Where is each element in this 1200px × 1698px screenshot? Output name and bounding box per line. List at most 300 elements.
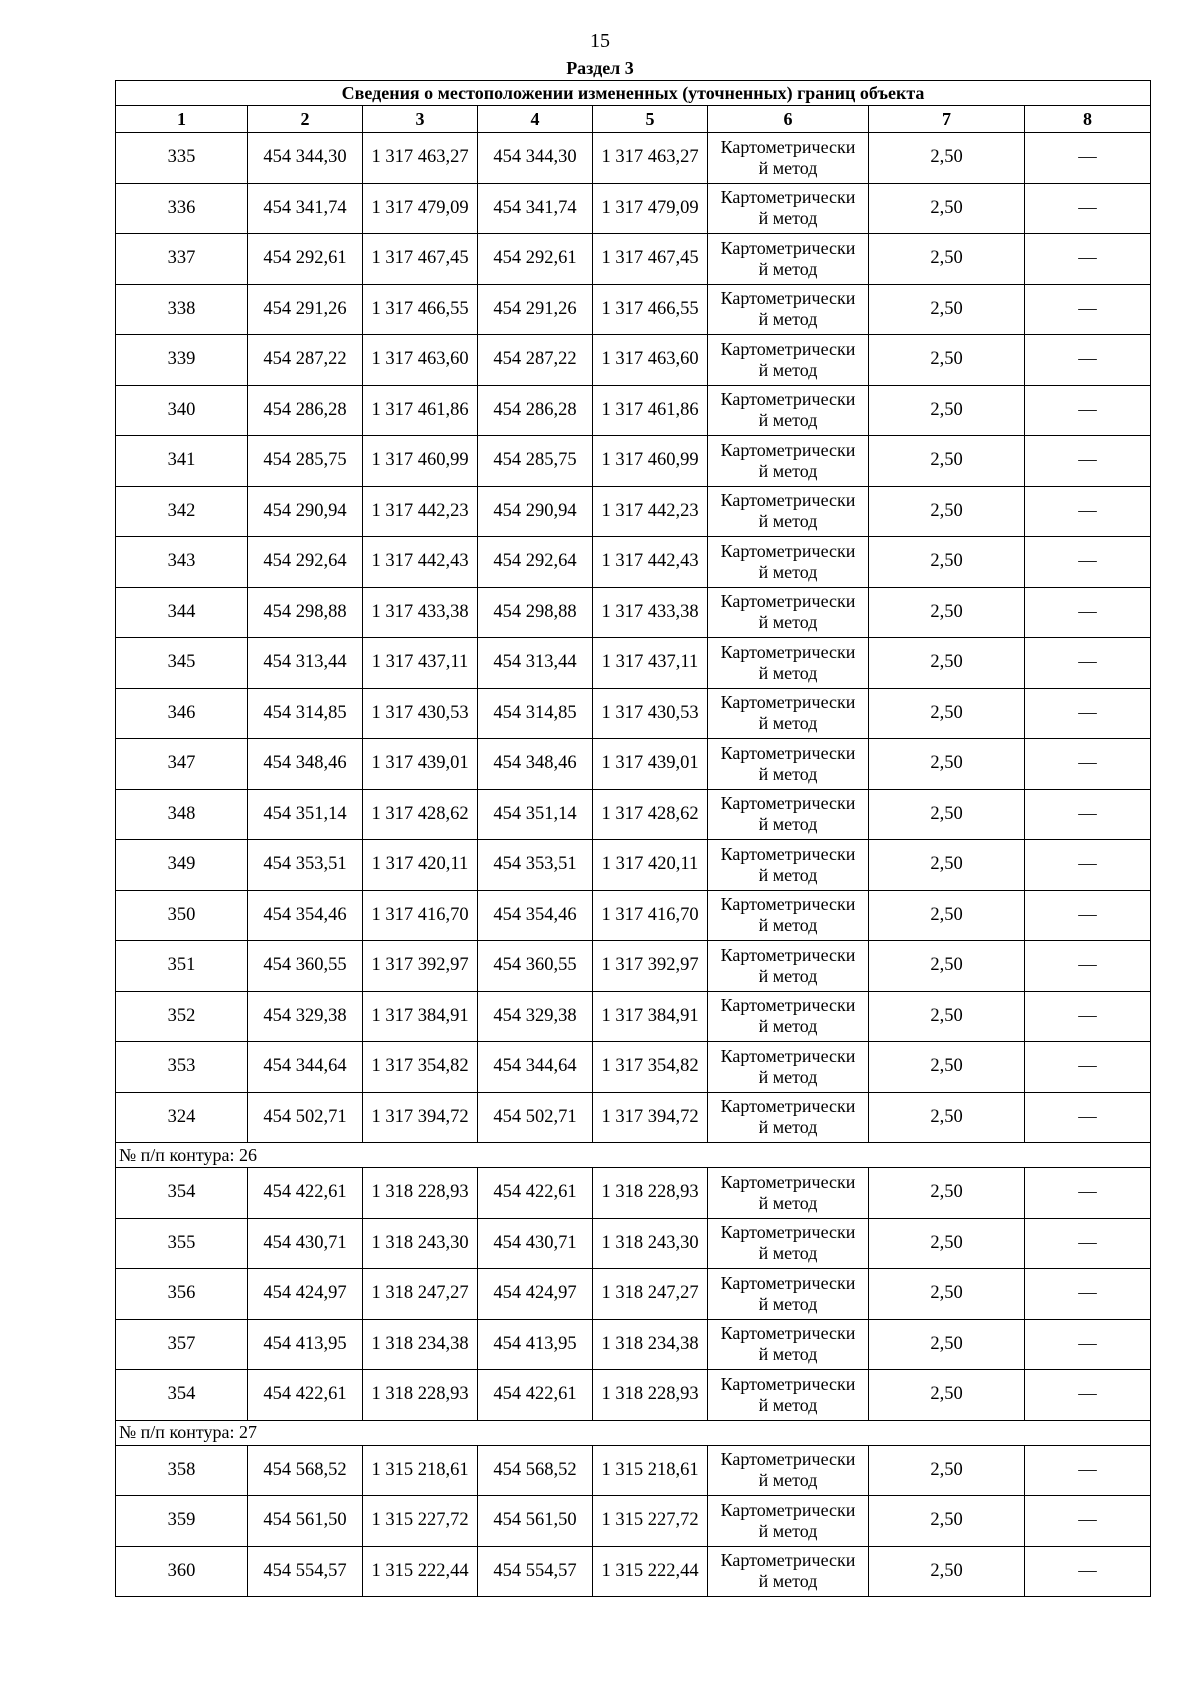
table-row — [116, 739, 1151, 790]
accuracy: 2,50 — [869, 335, 1025, 386]
point-number: 337 — [116, 234, 248, 285]
method-cell — [708, 436, 869, 487]
new-y: 1 315 218,61 — [593, 1445, 708, 1496]
method-cell — [708, 1269, 869, 1320]
new-y: 1 317 461,86 — [593, 385, 708, 436]
column-number-row — [116, 106, 1151, 133]
table-row — [116, 1269, 1151, 1320]
method-line: й метод — [758, 1117, 818, 1138]
point-number: 343 — [116, 537, 248, 588]
old-y: 1 317 433,38 — [363, 587, 478, 638]
old-y: 1 317 463,27 — [363, 133, 478, 184]
old-y: 1 317 428,62 — [363, 789, 478, 840]
accuracy: 2,50 — [869, 789, 1025, 840]
table-row — [116, 385, 1151, 436]
description-empty: — — [1025, 335, 1151, 386]
description-empty: — — [1025, 1092, 1151, 1143]
table-row — [116, 133, 1151, 184]
new-x: 454 313,44 — [478, 638, 593, 689]
point-number: 354 — [116, 1168, 248, 1219]
method-cell — [708, 486, 869, 537]
method-line: й метод — [758, 1520, 818, 1541]
accuracy: 2,50 — [869, 1168, 1025, 1219]
point-number: 351 — [116, 941, 248, 992]
table-row — [116, 1218, 1151, 1269]
old-x: 454 344,30 — [248, 133, 363, 184]
old-y: 1 317 439,01 — [363, 739, 478, 790]
table-row — [116, 587, 1151, 638]
column-number: 4 — [478, 106, 593, 133]
new-y: 1 317 442,23 — [593, 486, 708, 537]
point-number: 339 — [116, 335, 248, 386]
table-row — [116, 284, 1151, 335]
old-y: 1 317 416,70 — [363, 890, 478, 941]
method-line: й метод — [758, 1344, 818, 1365]
table-row — [116, 1546, 1151, 1597]
accuracy: 2,50 — [869, 1496, 1025, 1547]
new-x: 454 424,97 — [478, 1269, 593, 1320]
accuracy: 2,50 — [869, 537, 1025, 588]
method-cell — [708, 1042, 869, 1093]
method-line: й метод — [758, 1394, 818, 1415]
accuracy: 2,50 — [869, 587, 1025, 638]
table-row — [116, 991, 1151, 1042]
old-y: 1 317 467,45 — [363, 234, 478, 285]
method-line: й метод — [758, 460, 818, 481]
method-cell — [708, 587, 869, 638]
method-line: Картометрически — [720, 742, 856, 763]
accuracy: 2,50 — [869, 840, 1025, 891]
description-empty: — — [1025, 991, 1151, 1042]
old-y: 1 317 420,11 — [363, 840, 478, 891]
old-y: 1 315 222,44 — [363, 1546, 478, 1597]
method-cell — [708, 1496, 869, 1547]
old-y: 1 317 437,11 — [363, 638, 478, 689]
method-line: Картометрически — [720, 136, 856, 157]
accuracy: 2,50 — [869, 941, 1025, 992]
new-y: 1 317 437,11 — [593, 638, 708, 689]
method-line: Картометрически — [720, 894, 856, 915]
method-line: й метод — [758, 359, 818, 380]
old-x: 454 341,74 — [248, 183, 363, 234]
point-number: 347 — [116, 739, 248, 790]
old-y: 1 317 384,91 — [363, 991, 478, 1042]
method-cell — [708, 1319, 869, 1370]
new-y: 1 317 354,82 — [593, 1042, 708, 1093]
old-y: 1 317 461,86 — [363, 385, 478, 436]
method-cell — [708, 991, 869, 1042]
new-x: 454 298,88 — [478, 587, 593, 638]
method-cell — [708, 789, 869, 840]
accuracy: 2,50 — [869, 133, 1025, 184]
old-y: 1 317 442,43 — [363, 537, 478, 588]
method-line: Картометрически — [720, 237, 856, 258]
method-line: Картометрически — [720, 540, 856, 561]
description-empty: — — [1025, 486, 1151, 537]
description-empty: — — [1025, 133, 1151, 184]
old-y: 1 317 479,09 — [363, 183, 478, 234]
method-line: й метод — [758, 1243, 818, 1264]
method-line: й метод — [758, 713, 818, 734]
old-x: 454 314,85 — [248, 688, 363, 739]
point-number: 335 — [116, 133, 248, 184]
method-line: Картометрически — [720, 338, 856, 359]
method-line: Картометрически — [720, 1171, 856, 1192]
method-cell — [708, 335, 869, 386]
point-number: 358 — [116, 1445, 248, 1496]
old-x: 454 329,38 — [248, 991, 363, 1042]
column-number: 8 — [1025, 106, 1151, 133]
method-line: Картометрически — [720, 793, 856, 814]
description-empty: — — [1025, 688, 1151, 739]
old-y: 1 315 218,61 — [363, 1445, 478, 1496]
table-row — [116, 183, 1151, 234]
method-line: Картометрически — [720, 995, 856, 1016]
new-x: 454 554,57 — [478, 1546, 593, 1597]
new-y: 1 318 247,27 — [593, 1269, 708, 1320]
old-y: 1 318 234,38 — [363, 1319, 478, 1370]
new-y: 1 317 463,60 — [593, 335, 708, 386]
table-row — [116, 234, 1151, 285]
method-line: й метод — [758, 309, 818, 330]
column-number: 7 — [869, 106, 1025, 133]
method-line: й метод — [758, 1066, 818, 1087]
point-number: 359 — [116, 1496, 248, 1547]
method-line: й метод — [758, 258, 818, 279]
method-line: Картометрически — [720, 1449, 856, 1470]
method-cell — [708, 537, 869, 588]
method-line: й метод — [758, 965, 818, 986]
new-y: 1 317 394,72 — [593, 1092, 708, 1143]
new-x: 454 314,85 — [478, 688, 593, 739]
new-y: 1 318 228,93 — [593, 1370, 708, 1421]
accuracy: 2,50 — [869, 1319, 1025, 1370]
contour-row — [116, 1143, 1151, 1168]
boundary-table — [115, 80, 1151, 1597]
point-number: 341 — [116, 436, 248, 487]
method-cell — [708, 638, 869, 689]
old-y: 1 317 394,72 — [363, 1092, 478, 1143]
description-empty: — — [1025, 537, 1151, 588]
old-y: 1 317 354,82 — [363, 1042, 478, 1093]
old-x: 454 502,71 — [248, 1092, 363, 1143]
point-number: 349 — [116, 840, 248, 891]
accuracy: 2,50 — [869, 1218, 1025, 1269]
description-empty: — — [1025, 385, 1151, 436]
new-y: 1 317 430,53 — [593, 688, 708, 739]
point-number: 348 — [116, 789, 248, 840]
method-cell — [708, 890, 869, 941]
method-line: Картометрически — [720, 641, 856, 662]
description-empty: — — [1025, 1546, 1151, 1597]
old-x: 454 285,75 — [248, 436, 363, 487]
table-row — [116, 436, 1151, 487]
method-line: й метод — [758, 1192, 818, 1213]
old-x: 454 292,61 — [248, 234, 363, 285]
method-line: й метод — [758, 612, 818, 633]
accuracy: 2,50 — [869, 1445, 1025, 1496]
old-x: 454 568,52 — [248, 1445, 363, 1496]
method-line: Картометрически — [720, 1373, 856, 1394]
table-row — [116, 1042, 1151, 1093]
accuracy: 2,50 — [869, 1370, 1025, 1421]
table-row — [116, 890, 1151, 941]
new-x: 454 430,71 — [478, 1218, 593, 1269]
old-x: 454 344,64 — [248, 1042, 363, 1093]
point-number: 352 — [116, 991, 248, 1042]
new-y: 1 315 222,44 — [593, 1546, 708, 1597]
point-number: 344 — [116, 587, 248, 638]
new-x: 454 502,71 — [478, 1092, 593, 1143]
old-y: 1 317 392,97 — [363, 941, 478, 992]
description-empty: — — [1025, 840, 1151, 891]
new-x: 454 568,52 — [478, 1445, 593, 1496]
method-cell — [708, 385, 869, 436]
description-empty: — — [1025, 739, 1151, 790]
description-empty: — — [1025, 284, 1151, 335]
description-empty: — — [1025, 1370, 1151, 1421]
method-cell — [708, 133, 869, 184]
method-line: Картометрически — [720, 187, 856, 208]
table-caption: Сведения о местоположении измененных (уточненных) границ объекта — [116, 81, 1151, 106]
old-y: 1 317 466,55 — [363, 284, 478, 335]
old-x: 454 292,64 — [248, 537, 363, 588]
new-x: 454 413,95 — [478, 1319, 593, 1370]
description-empty: — — [1025, 1269, 1151, 1320]
method-line: й метод — [758, 915, 818, 936]
method-cell — [708, 941, 869, 992]
old-y: 1 317 460,99 — [363, 436, 478, 487]
point-number: 355 — [116, 1218, 248, 1269]
method-cell — [708, 1168, 869, 1219]
point-number: 353 — [116, 1042, 248, 1093]
method-line: Картометрически — [720, 1272, 856, 1293]
method-cell — [708, 840, 869, 891]
accuracy: 2,50 — [869, 890, 1025, 941]
new-x: 454 351,14 — [478, 789, 593, 840]
method-cell — [708, 688, 869, 739]
method-line: Картометрически — [720, 288, 856, 309]
new-y: 1 317 466,55 — [593, 284, 708, 335]
description-empty: — — [1025, 638, 1151, 689]
old-y: 1 317 430,53 — [363, 688, 478, 739]
new-y: 1 318 234,38 — [593, 1319, 708, 1370]
new-x: 454 290,94 — [478, 486, 593, 537]
table-row — [116, 789, 1151, 840]
method-line: Картометрически — [720, 1222, 856, 1243]
method-cell — [708, 1445, 869, 1496]
method-line: й метод — [758, 814, 818, 835]
old-x: 454 286,28 — [248, 385, 363, 436]
old-x: 454 422,61 — [248, 1168, 363, 1219]
old-x: 454 354,46 — [248, 890, 363, 941]
table-body — [116, 133, 1151, 1597]
new-y: 1 317 439,01 — [593, 739, 708, 790]
old-x: 454 290,94 — [248, 486, 363, 537]
new-y: 1 317 479,09 — [593, 183, 708, 234]
old-x: 454 348,46 — [248, 739, 363, 790]
contour-label: № п/п контура: 27 — [116, 1420, 1151, 1445]
method-line: й метод — [758, 864, 818, 885]
method-line: й метод — [758, 1016, 818, 1037]
new-y: 1 317 428,62 — [593, 789, 708, 840]
accuracy: 2,50 — [869, 688, 1025, 739]
method-line: й метод — [758, 662, 818, 683]
method-line: Картометрически — [720, 1096, 856, 1117]
method-line: й метод — [758, 561, 818, 582]
description-empty: — — [1025, 890, 1151, 941]
new-y: 1 318 228,93 — [593, 1168, 708, 1219]
method-cell — [708, 183, 869, 234]
method-line: Картометрически — [720, 490, 856, 511]
old-x: 454 360,55 — [248, 941, 363, 992]
accuracy: 2,50 — [869, 486, 1025, 537]
point-number: 360 — [116, 1546, 248, 1597]
description-empty: — — [1025, 436, 1151, 487]
section-title: Раздел 3 — [566, 58, 634, 78]
method-line: Картометрически — [720, 1045, 856, 1066]
contour-row — [116, 1420, 1151, 1445]
new-y: 1 317 384,91 — [593, 991, 708, 1042]
table-row — [116, 335, 1151, 386]
old-x: 454 313,44 — [248, 638, 363, 689]
new-y: 1 318 243,30 — [593, 1218, 708, 1269]
old-y: 1 318 228,93 — [363, 1370, 478, 1421]
method-line: Картометрически — [720, 439, 856, 460]
method-cell — [708, 1092, 869, 1143]
description-empty: — — [1025, 789, 1151, 840]
point-number: 340 — [116, 385, 248, 436]
accuracy: 2,50 — [869, 1269, 1025, 1320]
description-empty: — — [1025, 1042, 1151, 1093]
new-x: 454 422,61 — [478, 1168, 593, 1219]
table-row — [116, 1445, 1151, 1496]
column-number: 6 — [708, 106, 869, 133]
method-cell — [708, 1370, 869, 1421]
table-row — [116, 688, 1151, 739]
new-x: 454 285,75 — [478, 436, 593, 487]
new-x: 454 287,22 — [478, 335, 593, 386]
description-empty: — — [1025, 1496, 1151, 1547]
column-number: 2 — [248, 106, 363, 133]
page-number: 15 — [590, 30, 610, 52]
description-empty: — — [1025, 587, 1151, 638]
new-y: 1 317 433,38 — [593, 587, 708, 638]
method-cell — [708, 739, 869, 790]
column-number: 3 — [363, 106, 478, 133]
new-x: 454 341,74 — [478, 183, 593, 234]
old-x: 454 413,95 — [248, 1319, 363, 1370]
old-y: 1 315 227,72 — [363, 1496, 478, 1547]
method-line: й метод — [758, 410, 818, 431]
new-x: 454 291,26 — [478, 284, 593, 335]
contour-label: № п/п контура: 26 — [116, 1143, 1151, 1168]
new-y: 1 317 420,11 — [593, 840, 708, 891]
new-y: 1 317 467,45 — [593, 234, 708, 285]
old-x: 454 430,71 — [248, 1218, 363, 1269]
point-number: 356 — [116, 1269, 248, 1320]
accuracy: 2,50 — [869, 234, 1025, 285]
old-y: 1 318 243,30 — [363, 1218, 478, 1269]
table-row — [116, 638, 1151, 689]
new-y: 1 315 227,72 — [593, 1496, 708, 1547]
table-row — [116, 1168, 1151, 1219]
accuracy: 2,50 — [869, 991, 1025, 1042]
method-line: Картометрически — [720, 591, 856, 612]
method-line: Картометрически — [720, 389, 856, 410]
method-cell — [708, 234, 869, 285]
new-x: 454 354,46 — [478, 890, 593, 941]
new-x: 454 360,55 — [478, 941, 593, 992]
description-empty: — — [1025, 941, 1151, 992]
new-x: 454 292,64 — [478, 537, 593, 588]
old-x: 454 351,14 — [248, 789, 363, 840]
old-y: 1 317 442,23 — [363, 486, 478, 537]
old-x: 454 424,97 — [248, 1269, 363, 1320]
table-row — [116, 486, 1151, 537]
description-empty: — — [1025, 234, 1151, 285]
point-number: 354 — [116, 1370, 248, 1421]
method-line: й метод — [758, 1470, 818, 1491]
column-number: 1 — [116, 106, 248, 133]
description-empty: — — [1025, 183, 1151, 234]
method-line: й метод — [758, 1571, 818, 1592]
new-y: 1 317 463,27 — [593, 133, 708, 184]
new-x: 454 286,28 — [478, 385, 593, 436]
method-line: Картометрически — [720, 692, 856, 713]
description-empty: — — [1025, 1218, 1151, 1269]
new-y: 1 317 442,43 — [593, 537, 708, 588]
old-y: 1 318 247,27 — [363, 1269, 478, 1320]
description-empty: — — [1025, 1319, 1151, 1370]
new-y: 1 317 392,97 — [593, 941, 708, 992]
table-row — [116, 1319, 1151, 1370]
description-empty: — — [1025, 1168, 1151, 1219]
method-cell — [708, 1546, 869, 1597]
method-line: й метод — [758, 208, 818, 229]
method-line: Картометрически — [720, 1550, 856, 1571]
point-number: 350 — [116, 890, 248, 941]
old-x: 454 291,26 — [248, 284, 363, 335]
accuracy: 2,50 — [869, 1042, 1025, 1093]
point-number: 346 — [116, 688, 248, 739]
new-x: 454 422,61 — [478, 1370, 593, 1421]
point-number: 324 — [116, 1092, 248, 1143]
accuracy: 2,50 — [869, 1092, 1025, 1143]
accuracy: 2,50 — [869, 385, 1025, 436]
point-number: 338 — [116, 284, 248, 335]
method-line: Картометрически — [720, 1323, 856, 1344]
table-row — [116, 941, 1151, 992]
new-x: 454 329,38 — [478, 991, 593, 1042]
new-x: 454 292,61 — [478, 234, 593, 285]
accuracy: 2,50 — [869, 183, 1025, 234]
old-y: 1 318 228,93 — [363, 1168, 478, 1219]
new-x: 454 353,51 — [478, 840, 593, 891]
old-x: 454 561,50 — [248, 1496, 363, 1547]
table-row — [116, 840, 1151, 891]
method-line: Картометрически — [720, 1499, 856, 1520]
method-line: Картометрически — [720, 944, 856, 965]
old-x: 454 554,57 — [248, 1546, 363, 1597]
accuracy: 2,50 — [869, 1546, 1025, 1597]
table-row — [116, 1496, 1151, 1547]
new-x: 454 348,46 — [478, 739, 593, 790]
new-y: 1 317 416,70 — [593, 890, 708, 941]
method-line: й метод — [758, 157, 818, 178]
column-number: 5 — [593, 106, 708, 133]
description-empty: — — [1025, 1445, 1151, 1496]
